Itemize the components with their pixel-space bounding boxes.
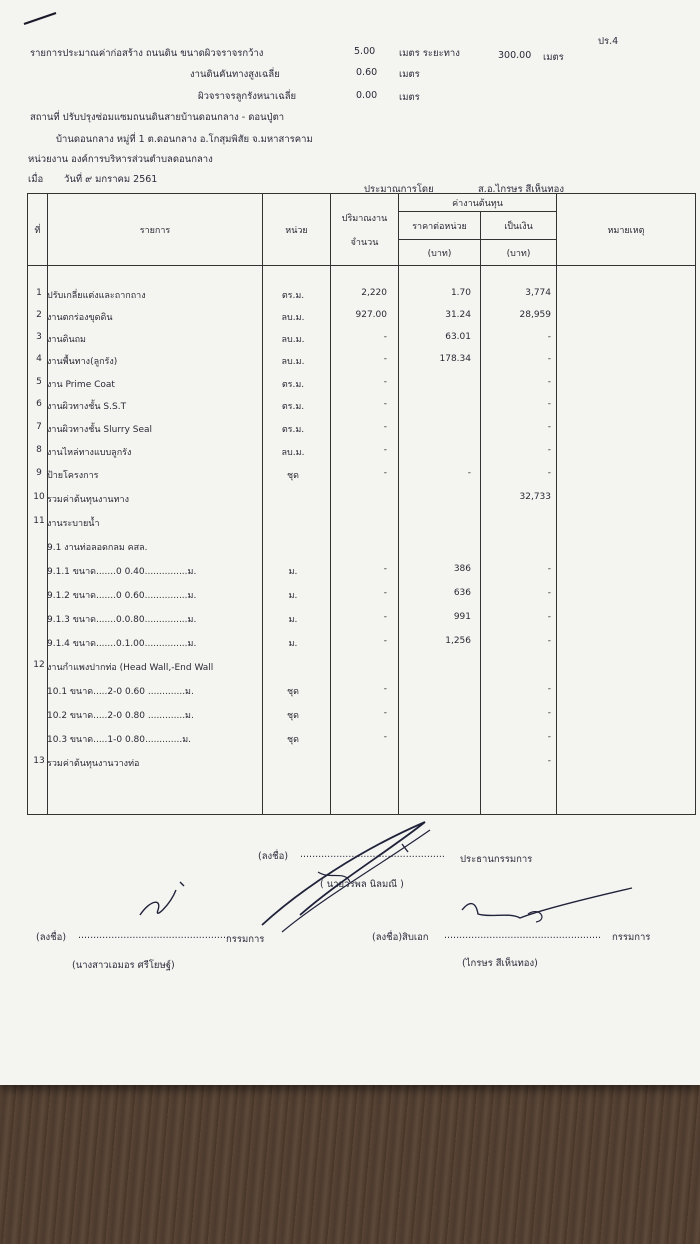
row-number: 4 (36, 354, 42, 364)
row-price: 386 (453, 564, 471, 574)
header-unit: หน่วย (263, 194, 331, 266)
row-unit: ม. (288, 591, 298, 601)
row-item: งาน Prime Coat (47, 380, 115, 390)
row-amount: - (547, 636, 551, 646)
row-qty: - (383, 636, 387, 646)
row-number: 7 (36, 422, 42, 432)
row-item: ปรับเกลี่ยแต่งและถากถาง (47, 291, 146, 301)
row-unit: ลบ.ม. (281, 357, 305, 367)
row-item: 9.1.4 ขนาด.......0.1.00...............ม. (47, 639, 197, 649)
desk-background (0, 1080, 700, 1244)
row-item: งานผิวทางชั้น Slurry Seal (47, 425, 153, 435)
page-ref: ปร.4 (598, 36, 619, 47)
date-label: เมื่อ (28, 174, 44, 185)
member1-role: กรรมการ (226, 934, 265, 945)
chair-dots: ................................................ (300, 849, 445, 860)
table-row (27, 560, 695, 582)
row-item: งานตกร่องขุดดิน (47, 313, 113, 323)
member1-dots: .................................................. (78, 930, 229, 941)
row-qty: 2,220 (361, 288, 387, 298)
row-qty: - (383, 377, 387, 387)
pen-mark (20, 8, 60, 28)
row-unit: ชุด (287, 735, 299, 745)
length-unit: เมตร (543, 52, 564, 63)
row-unit: ลบ.ม. (281, 448, 305, 458)
table-row (27, 395, 695, 417)
table-row (27, 350, 695, 372)
header-line2-label: งานดินคันทางสูงเฉลี่ย (190, 69, 280, 80)
header-line3-label: ผิวจราจรลูกรังหนาเฉลี่ย (198, 91, 297, 102)
table-row (27, 328, 695, 350)
chair-sign-label: (ลงชื่อ) (258, 851, 289, 862)
row-item: รวมค่าต้นทุนงานทาง (47, 495, 129, 505)
table-row (27, 284, 695, 306)
row-qty: - (383, 732, 387, 742)
row-unit: ตร.ม. (281, 402, 305, 412)
table-row (27, 418, 695, 440)
row-amount: - (547, 377, 551, 387)
member1-sign-label: (ลงชื่อ) (36, 932, 67, 943)
thick-value: 0.00 (356, 90, 378, 101)
row-number: 8 (36, 445, 42, 455)
row-qty: - (383, 468, 387, 478)
row-unit: ลบ.ม. (281, 313, 305, 323)
row-amount: - (547, 332, 551, 342)
header-qty-sub: จำนวน (350, 237, 379, 248)
header-remark: หมายเหตุ (557, 194, 696, 266)
location-text: สถานที่ ปรับปรุงซ่อมแซมถนนดินสายบ้านดอนกลาง - ดอนปู่ตา (30, 112, 285, 123)
row-unit: ม. (288, 567, 298, 577)
row-number: 3 (36, 332, 42, 342)
table-row (27, 584, 695, 606)
row-qty: - (383, 612, 387, 622)
row-amount: 28,959 (519, 310, 551, 320)
estimator-name: ส.อ.ไกรษร สีเห็นทอง (478, 184, 564, 195)
row-amount: - (547, 445, 551, 455)
row-amount: - (547, 732, 551, 742)
row-number: 1 (36, 288, 42, 298)
row-amount: - (547, 422, 551, 432)
thick-unit: เมตร (399, 92, 420, 103)
row-unit: ม. (288, 639, 298, 649)
row-amount: - (547, 468, 551, 478)
header-qty-label: ปริมาณงาน (341, 213, 388, 224)
agency-text: หน่วยงาน องค์การบริหารส่วนตำบลดอนกลาง (28, 154, 213, 165)
table-row (27, 752, 695, 774)
table-row (27, 680, 695, 702)
table-row (27, 656, 695, 678)
row-item: 10.3 ขนาด.....1-0 0.80.............ม. (47, 735, 191, 745)
row-item: งานระบายน้ำ (47, 519, 100, 529)
row-number: 9 (36, 468, 42, 478)
row-item: งานดินถม (47, 335, 86, 345)
row-amount: 32,733 (519, 492, 551, 502)
row-qty: - (383, 708, 387, 718)
table-row (27, 704, 695, 726)
row-unit: ตร.ม. (281, 425, 305, 435)
row-item: งานไหล่ทางแบบลูกรัง (47, 448, 132, 458)
member2-name: (ไกรษร สีเห็นทอง) (462, 958, 538, 969)
table-row (27, 464, 695, 486)
member2-dots: .................................................... (444, 930, 602, 941)
row-qty: - (383, 399, 387, 409)
row-amount: - (547, 564, 551, 574)
row-price: 1,256 (445, 636, 471, 646)
member1-name: (นางสาวเอมอร ศรีโยษฐ์) (72, 960, 175, 971)
row-item: ป้ายโครงการ (47, 471, 99, 481)
row-unit: ตร.ม. (281, 380, 305, 390)
row-qty: - (383, 588, 387, 598)
row-item: งานพื้นทาง(ลูกรัง) (47, 357, 118, 367)
estimator-label: ประมาณการโดย (364, 184, 434, 195)
row-number: 2 (36, 310, 42, 320)
row-amount: - (547, 684, 551, 694)
village-text: บ้านดอนกลาง หมู่ที่ 1 ต.ดอนกลาง อ.โกสุมพิสัย จ.มหาสารคาม (56, 134, 313, 145)
member2-sign-label: (ลงชื่อ)สิบเอก (372, 932, 429, 943)
table-row (27, 608, 695, 630)
row-item: งานกำแพงปากท่อ (Head Wall,-End Wall (47, 663, 214, 673)
table-row (27, 632, 695, 654)
row-item: งานผิวทางชั้น S.S.T (47, 402, 127, 412)
table-row (27, 306, 695, 328)
header-amount: เป็นเงิน (481, 212, 557, 240)
row-qty: - (383, 564, 387, 574)
row-qty: - (383, 445, 387, 455)
row-unit: ชุด (287, 711, 299, 721)
row-amount: - (547, 354, 551, 364)
row-price: 178.34 (439, 354, 471, 364)
row-item: 10.1 ขนาด.....2-0 0.60 .............ม. (47, 687, 194, 697)
table-row (27, 536, 695, 558)
row-number: 10 (33, 492, 45, 502)
row-item: 9.1.1 ขนาด.......0 0.40...............ม. (47, 567, 197, 577)
row-amount: - (547, 588, 551, 598)
header-amount-unit: (บาท) (481, 240, 557, 266)
header-item: รายการ (48, 194, 263, 266)
row-item: รวมค่าต้นทุนงานวางท่อ (47, 759, 140, 769)
header-cost-group: ค่างานต้นทุน (399, 194, 557, 212)
row-amount: 3,774 (525, 288, 551, 298)
row-item: 9.1 งานท่อลอดกลม คสล. (47, 543, 148, 553)
chair-name: ( นายวรพล นิลมณี ) (320, 879, 404, 890)
row-unit: ชุด (287, 471, 299, 481)
row-number: 5 (36, 377, 42, 387)
row-qty: - (383, 684, 387, 694)
header-no: ที่ (28, 194, 48, 266)
row-item: 9.1.3 ขนาด.......0.0.80...............ม. (47, 615, 197, 625)
member2-role: กรรมการ (612, 932, 651, 943)
height-value: 0.60 (356, 67, 378, 78)
height-unit: เมตร (399, 69, 420, 80)
row-qty: - (383, 354, 387, 364)
row-unit: ตร.ม. (281, 291, 305, 301)
row-qty: - (383, 422, 387, 432)
row-price: 636 (453, 588, 471, 598)
row-price: 1.70 (450, 288, 471, 298)
row-price: 991 (453, 612, 471, 622)
row-price: - (467, 468, 471, 478)
row-item: 9.1.2 ขนาด.......0 0.60...............ม. (47, 591, 197, 601)
row-amount: - (547, 708, 551, 718)
row-number: 13 (33, 756, 45, 766)
row-qty: - (383, 332, 387, 342)
table-row (27, 728, 695, 750)
handwritten-signatures (0, 810, 700, 940)
width-value: 5.00 (354, 46, 376, 57)
width-unit: เมตร ระยะทาง (399, 48, 460, 59)
row-number: 12 (33, 660, 45, 670)
length-value: 300.00 (498, 50, 532, 61)
header-line1-label: รายการประมาณค่าก่อสร้าง ถนนดิน ขนาดผิวจราจรกว้าง (30, 48, 264, 59)
row-unit: ชุด (287, 687, 299, 697)
row-number: 6 (36, 399, 42, 409)
row-amount: - (547, 756, 551, 766)
header-qty (331, 194, 399, 266)
table-row (27, 373, 695, 395)
chair-role: ประธานกรรมการ (460, 854, 533, 865)
table-row (27, 512, 695, 534)
row-amount: - (547, 612, 551, 622)
header-price: ราคาต่อหน่วย (399, 212, 481, 240)
row-price: 63.01 (445, 332, 471, 342)
row-qty: 927.00 (355, 310, 387, 320)
header-price-unit: (บาท) (399, 240, 481, 266)
table-row (27, 488, 695, 510)
table-row (27, 441, 695, 463)
row-unit: ม. (288, 615, 298, 625)
row-number: 11 (33, 516, 45, 526)
row-amount: - (547, 399, 551, 409)
row-unit: ลบ.ม. (281, 335, 305, 345)
row-price: 31.24 (445, 310, 471, 320)
row-item: 10.2 ขนาด.....2-0 0.80 .............ม. (47, 711, 194, 721)
date-value: วันที่ ๙ มกราคม 2561 (64, 174, 158, 185)
